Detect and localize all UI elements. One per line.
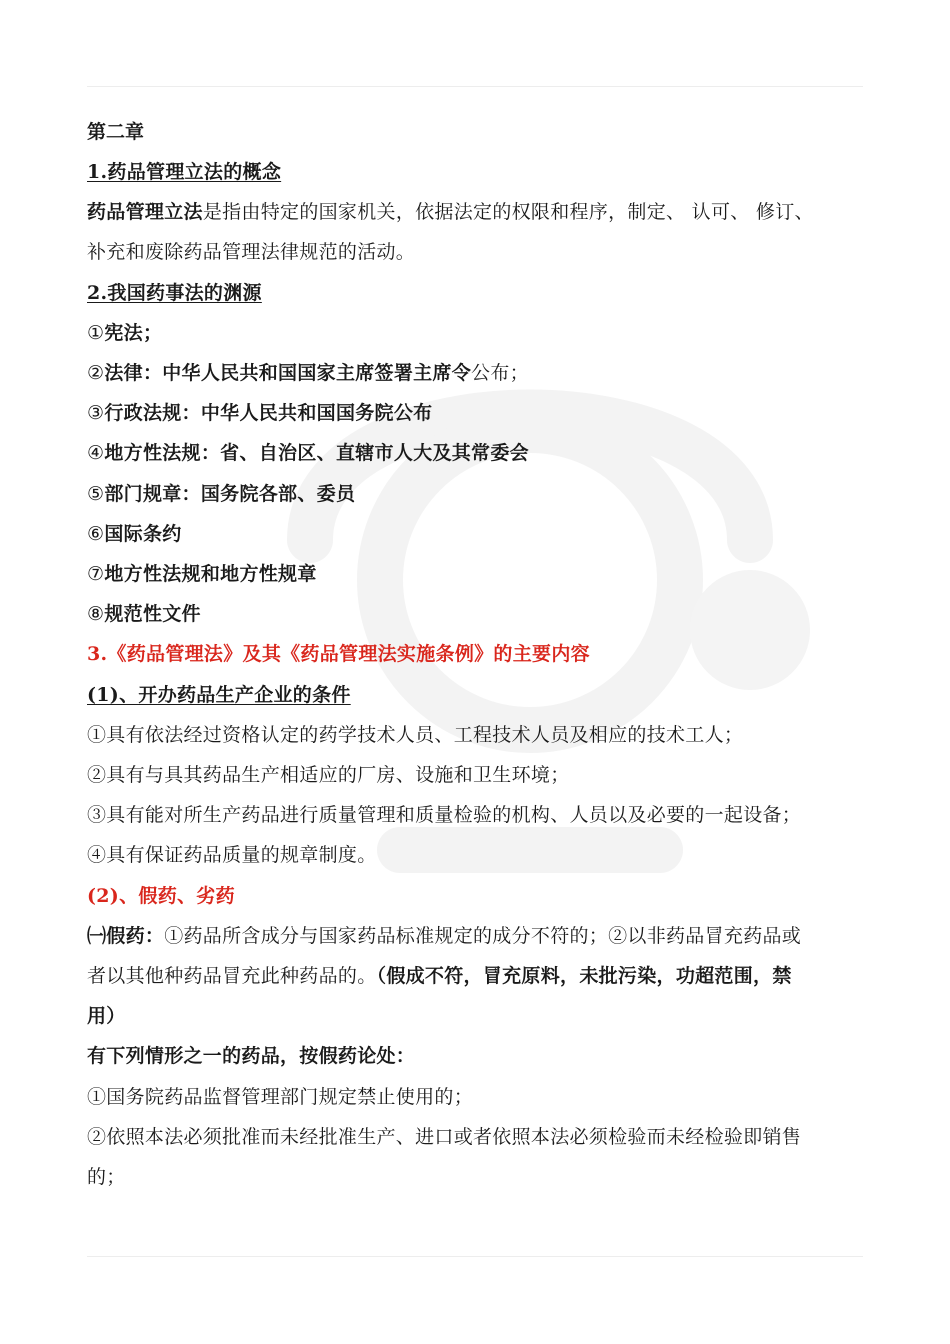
treated-as-fake-item: ②依照本法必须批准而未经批准生产、进口或者依照本法必须检验而未经检验即销售 (87, 1125, 802, 1148)
treated-as-fake-item-cont: 的； (87, 1166, 126, 1189)
treated-as-fake-item: ①国务院药品监督管理部门规定禁止使用的； (87, 1085, 474, 1108)
header-rule (87, 86, 863, 87)
section-2-heading: 2.我国药事法的渊源 (87, 281, 262, 304)
definition-text: 是指由特定的国家机关，依据法定的权限和程序，制定、 认可、 修订、 (202, 201, 814, 224)
subsection-2-heading: (2)、假药、劣药 (87, 884, 235, 907)
definition-term: 药品管理立法 (87, 201, 203, 224)
section-1-definition (87, 192, 877, 232)
source-item: ③行政法规：中华人民共和国国务院公布 (87, 402, 433, 425)
chapter-title: 第二章 (87, 121, 145, 143)
subsection-1-heading: (1)、开办药品生产企业的条件 (87, 683, 351, 706)
section-1-definition-cont: 补充和废除药品管理法律规范的活动。 (87, 241, 416, 264)
source-item: ⑦地方性法规和地方性规章 (87, 563, 317, 586)
document-body (87, 112, 877, 1197)
fake-drug-label: ㈠假药： (87, 924, 165, 947)
source-item: ②法律：中华人民共和国国家主席签署主席令公布； (87, 362, 529, 385)
source-item: ⑧规范性文件 (87, 603, 201, 626)
condition-item: ④具有保证药品质量的规章制度。 (87, 844, 377, 867)
fake-drug-definition-cont: 者以其他种药品冒充此种药品的。（假成不符，冒充原料，未批污染，功超范围，禁 (87, 965, 792, 988)
mnemonic: （假成不符，冒充原料，未批污染，功超范围，禁 (376, 965, 792, 988)
condition-item: ①具有依法经过资格认定的药学技术人员、工程技术人员及相应的技术工人； (87, 723, 744, 746)
condition-item: ②具有与具其药品生产相适应的厂房、设施和卫生环境； (87, 764, 570, 787)
section-1-heading: 1.药品管理立法的概念 (87, 161, 282, 183)
fake-drug-definition: ㈠假药：①药品所含成分与国家药品标准规定的成分不符的；②以非药品冒充药品或 (87, 924, 802, 947)
treated-as-fake-heading: 有下列情形之一的药品，按假药论处： (87, 1045, 416, 1068)
source-item: ⑥国际条约 (87, 522, 182, 545)
source-item: ⑤部门规章：国务院各部、委员 (87, 482, 356, 505)
source-item: ①宪法； (87, 321, 163, 344)
source-item: ④地方性法规：省、自治区、直辖市人大及其常委会 (87, 442, 529, 465)
mnemonic-cont: 用） (87, 1005, 126, 1028)
footer-rule (87, 1256, 863, 1257)
section-3-heading: 3.《药品管理法》及其《药品管理法实施条例》的主要内容 (87, 643, 590, 666)
condition-item: ③具有能对所生产药品进行质量管理和质量检验的机构、人员以及必要的一起设备； (87, 804, 802, 827)
